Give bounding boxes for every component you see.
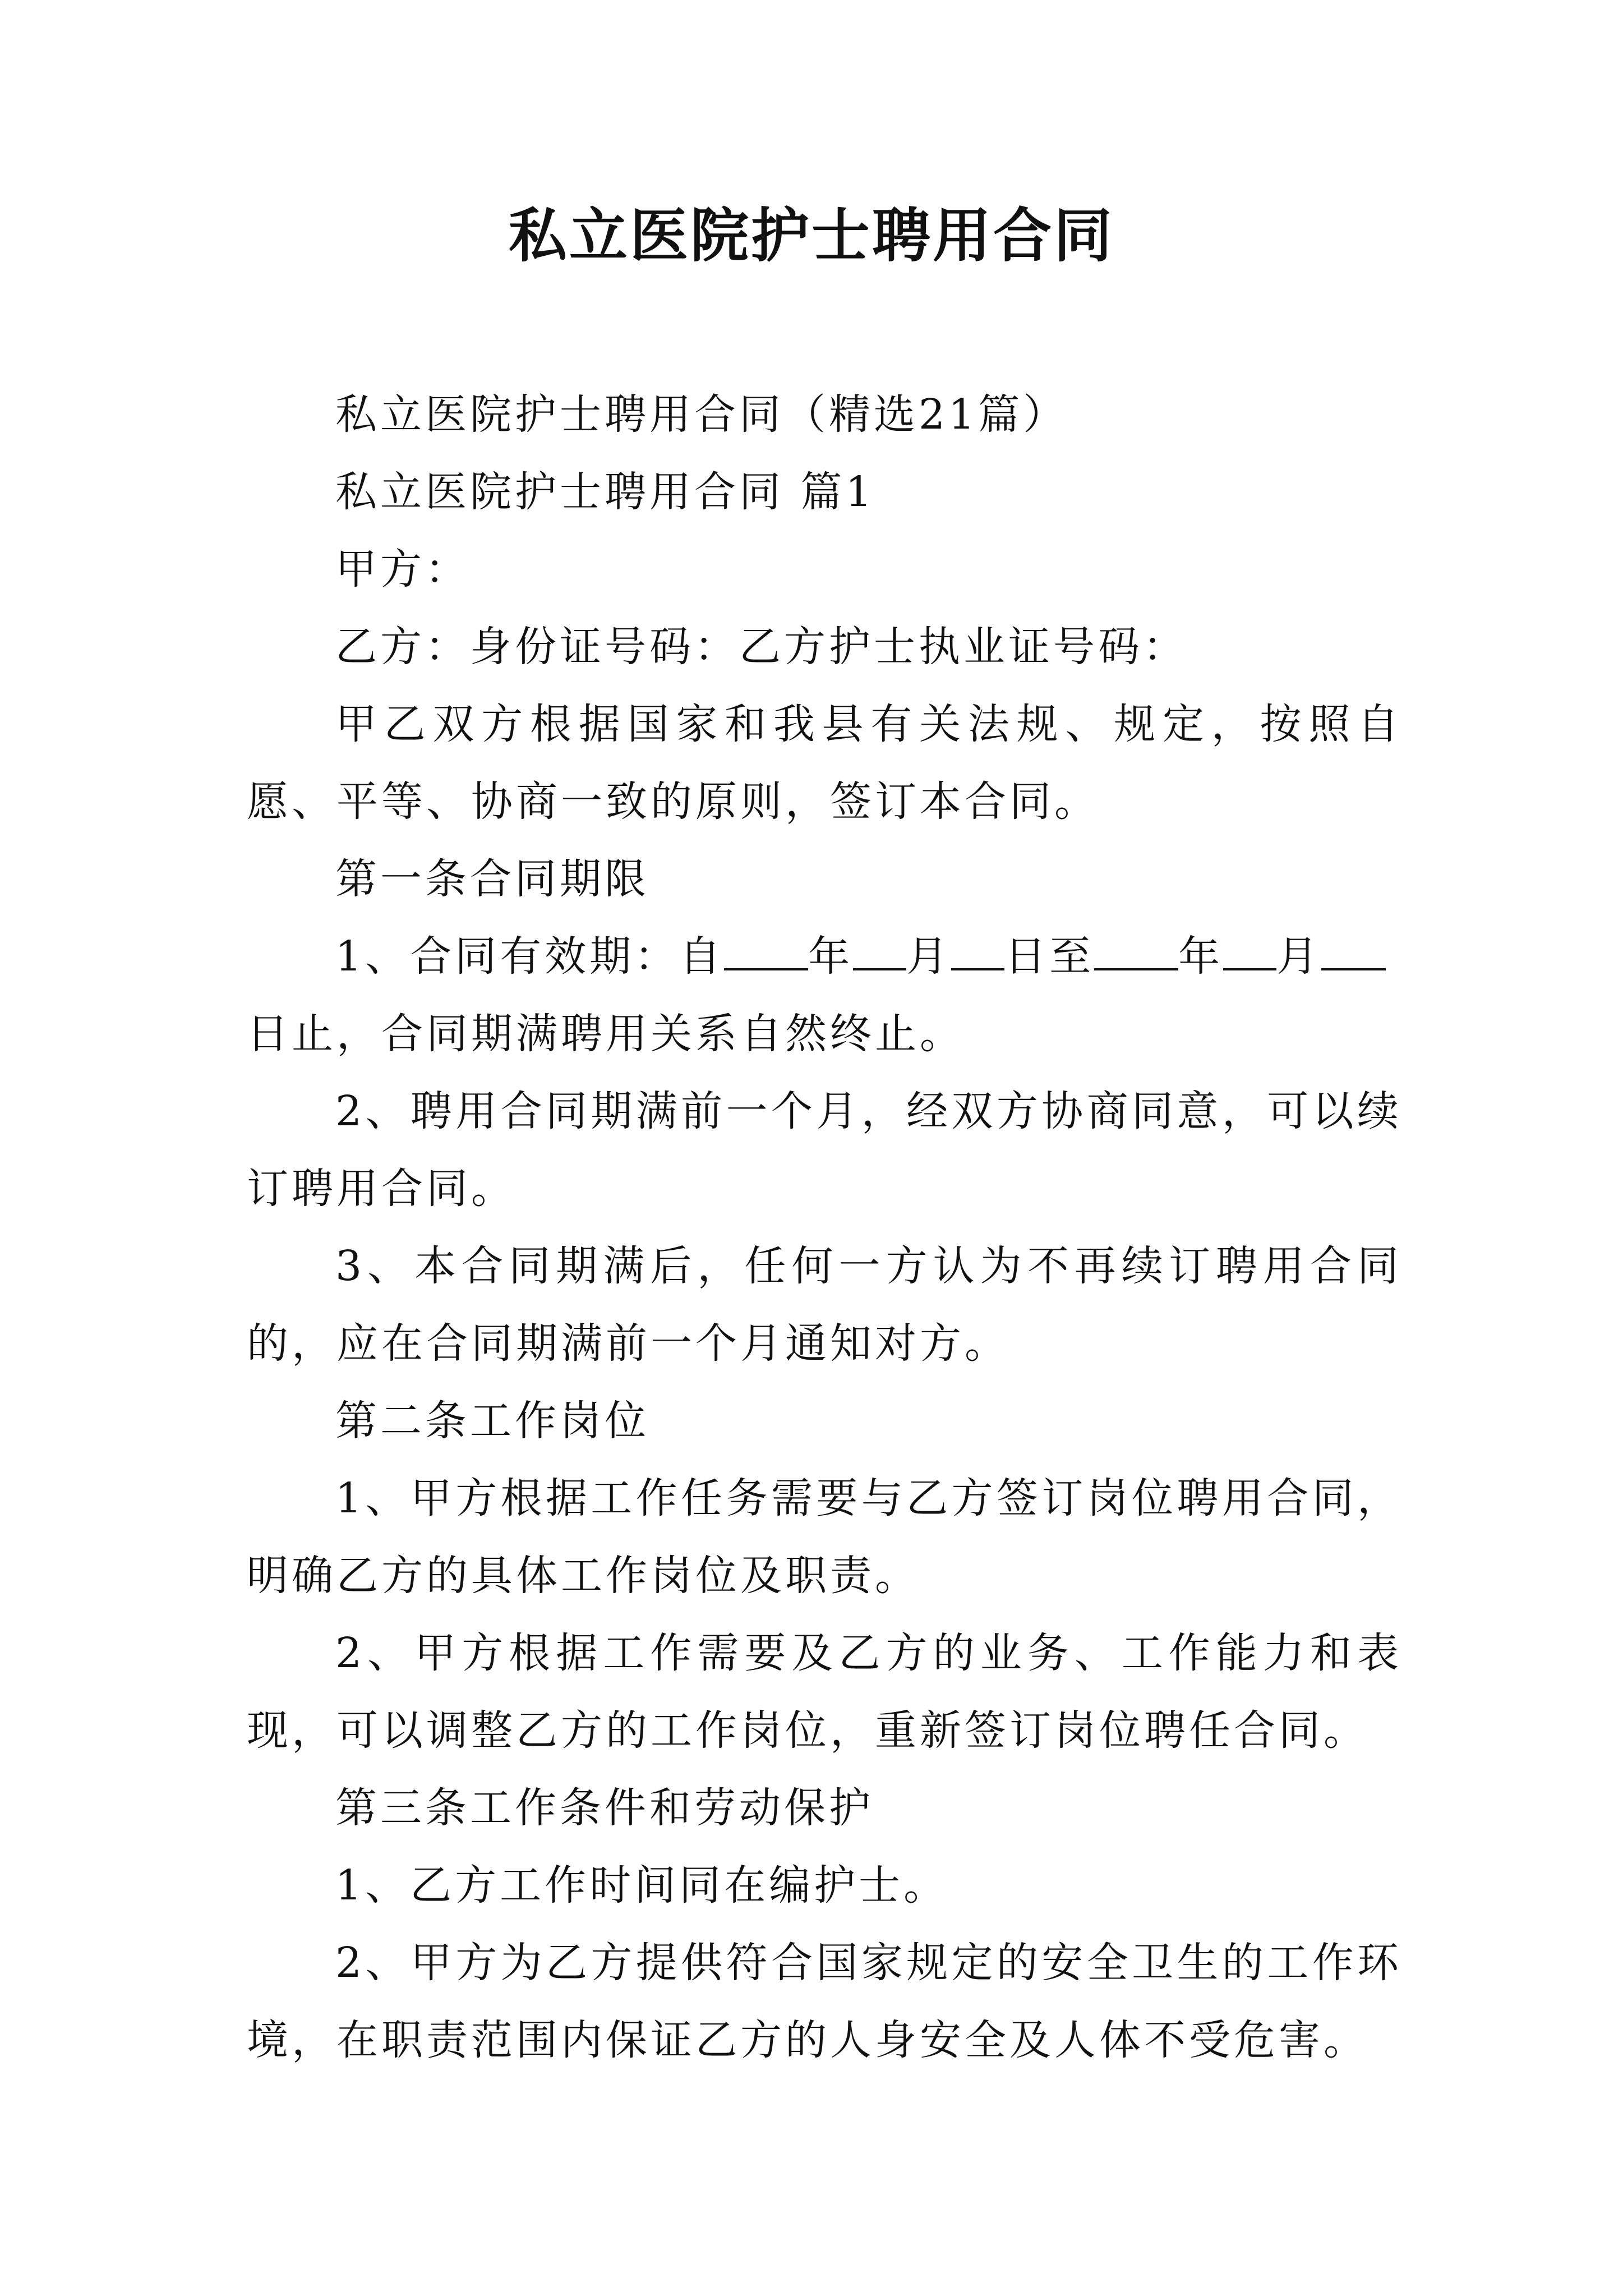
blank-start-month [853, 929, 906, 970]
article2-clause2: 2、甲方根据工作需要及乙方的业务、工作能力和表现，可以调整乙方的工作岗位，重新签订岗位聘任合同。 [247, 1629, 1402, 1755]
party-a-line: 甲方： [335, 545, 470, 593]
party-b-line: 乙方：身份证号码：乙方护士执业证号码： [335, 623, 1188, 671]
document-subtitle: 私立医院护士聘用合同（精选21篇） [335, 390, 1068, 439]
clause1-year2-label: 年 [1178, 932, 1224, 981]
article1-clause3: 3、本合同期满后，任何一方认为不再续订聘用合同的，应在合同期满前一个月通知对方。 [247, 1242, 1402, 1368]
intro-paragraph: 甲乙双方根据国家和我县有关法规、规定，按照自愿、平等、协商一致的原则，签订本合同。 [247, 700, 1402, 826]
clause1-text-start: 1、合同有效期：自 [335, 932, 725, 981]
section-heading: 私立医院护士聘用合同 篇1 [335, 468, 875, 516]
article3-clause2: 2、甲方为乙方提供符合国家规定的安全卫生的工作环境，在职责范围内保证乙方的人身安全及人体不受危害。 [247, 1939, 1402, 2064]
article2-clause1: 1、甲方根据工作任务需要与乙方签订岗位聘用合同，明确乙方的具体工作岗位及职责。 [247, 1474, 1402, 1600]
blank-end-year [1094, 929, 1178, 970]
document-body [247, 376, 1402, 2079]
article1-heading: 第一条合同期限 [335, 855, 649, 903]
document-title: 私立医院护士聘用合同 [508, 201, 1114, 270]
clause1-month2-label: 月 [1276, 932, 1322, 981]
article1-clause1 [247, 918, 1402, 1073]
article3-clause1: 1、乙方工作时间同在编护士。 [335, 1861, 949, 1910]
blank-end-day [1321, 929, 1386, 970]
blank-start-year [724, 929, 808, 970]
clause1-year-label: 年 [808, 932, 854, 981]
clause1-text-end: 日止，合同期满聘用关系自然终止。 [247, 1010, 965, 1058]
blank-start-day [951, 929, 1004, 970]
article1-clause2: 2、聘用合同期满前一个月，经双方协商同意，可以续订聘用合同。 [247, 1087, 1402, 1213]
article3-heading: 第三条工作条件和劳动保护 [335, 1784, 874, 1832]
blank-end-month [1223, 929, 1276, 970]
clause1-day-to-label: 日至 [1004, 932, 1095, 981]
clause1-month-label: 月 [906, 932, 952, 981]
article2-heading: 第二条工作岗位 [335, 1397, 649, 1445]
